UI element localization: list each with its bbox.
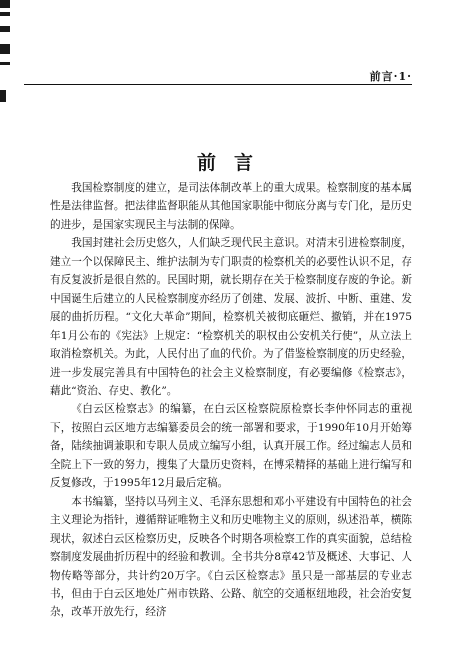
edge-mark [0,26,10,32]
paragraph: 我国检察制度的建立，是司法体制改革上的重大成果。检察制度的基本属性是法律监督。把法律监督职能从其他国家职能中彻底分离与专门化，是历史的进步，是国家实现民主与法制的保障。 [50,182,412,231]
running-head: 前言·1· [369,70,412,83]
edge-mark [0,62,10,65]
edge-mark [0,90,6,102]
header-rule [24,84,412,85]
edge-mark [0,12,10,16]
edge-mark [0,44,10,54]
page-title: 前言 [196,152,271,174]
edge-mark [0,0,10,8]
paragraph: 我国封建社会历史悠久，人们缺乏现代民主意识。对清末引进检察制度，建立一个以保障民主、维护法制为专门职责的检察机关的必要性认识不足，存有反复波折是很自然的。民国时期，就长期存在关于检察制度存废的争论。新中国诞生后建立的人民检察制度亦经历了创建、发展、波折、中断、重建、发展的曲折历程。“文化大革命”期间，检察机关被彻底砸烂、撤销，并在1975年1月公布的《宪法》上规定：“检察机关的职权由公安机关行使”，从立法上取消检察机关。为此，人民付出了血的代价。为了借鉴检察制度的历史经验，进一步发展完善具有中国特色的社会主义检察制度，有必要编修《检察志》，藉此“资治、存史、教化”。 [50,237,412,397]
paragraph: 本书编纂，坚持以马列主义、毛泽东思想和邓小平建设有中国特色的社会主义理论为指针，遵循辩证唯物主义和历史唯物主义的原则，纵述沿革，横陈现状，叙述白云区检察历史，反映各个时期各项检察工作的真实面貌，总结检察制度发展曲折历程中的经验和教训。全书共分8章42节及概述、大事记、人物传略等部分，共计约20万字。《白云区检察志》虽只是一部基层的专业志书，但由于白云区地处广州市铁路、公路、航空的交通枢纽地段，社会治安复杂，改革开放先行，经济 [50,495,412,619]
page-left-edge [0,0,14,657]
body-text [50,179,412,622]
paragraph: 《白云区检察志》的编纂，在白云区检察院原检察长李仲怀同志的重视下，按照白云区地方志编纂委员会的统一部署和要求，于1990年10月开始筹备，陆续抽调兼职和专职人员成立编写小组，认真开展工作。经过编志人员和全院上下一致的努力，搜集了大量历史资料，在博采精择的基础上进行编写和反复修改，于1995年12月最后定稿。 [50,403,412,490]
